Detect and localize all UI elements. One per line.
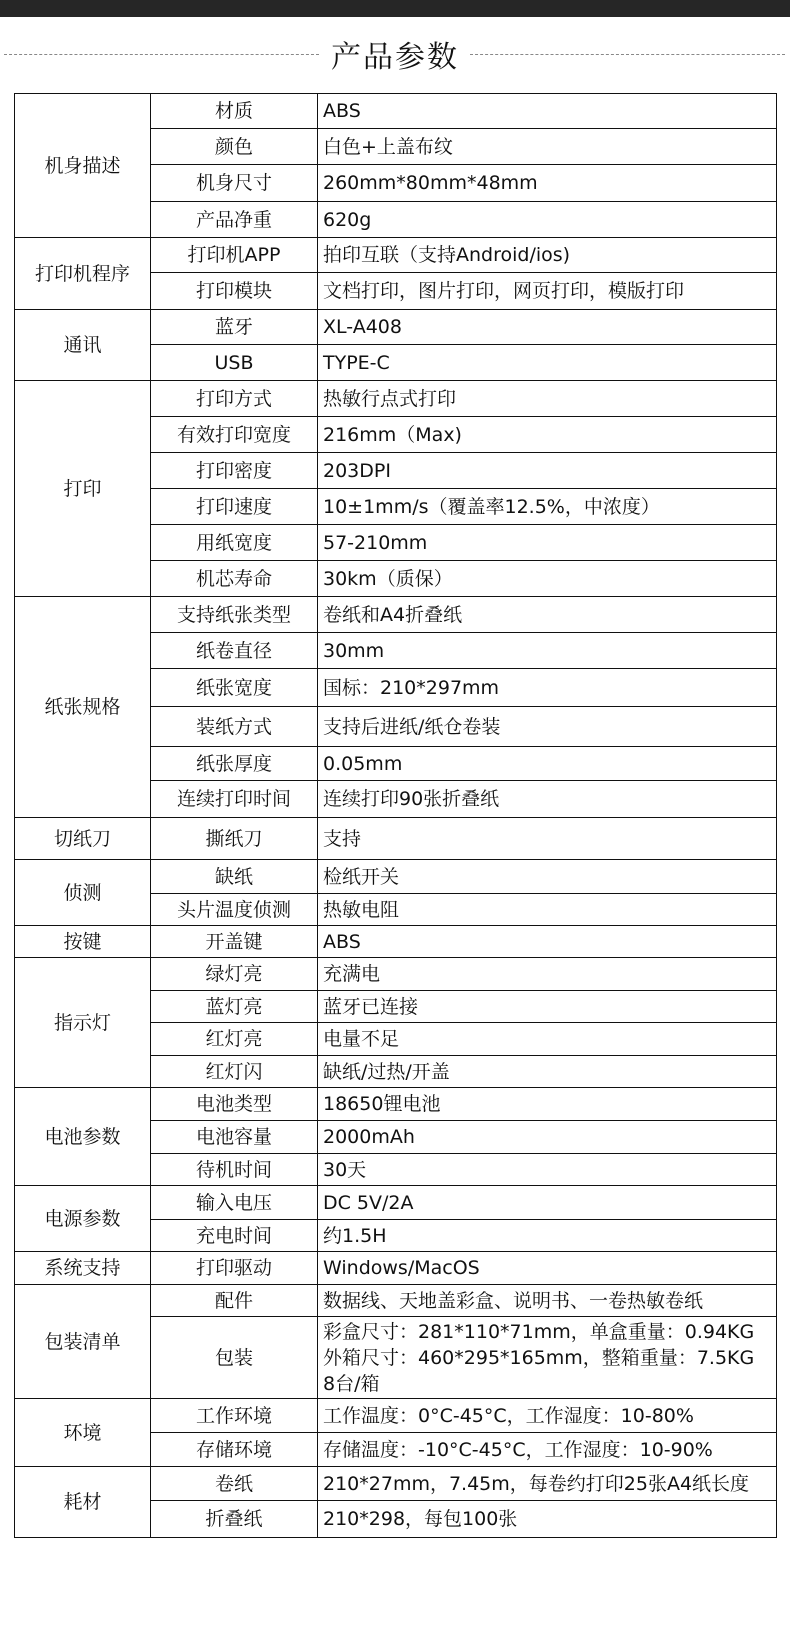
item-cell: 有效打印宽度 — [151, 417, 318, 453]
item-cell: 纸卷直径 — [151, 633, 318, 669]
value-cell: XL-A408 — [318, 310, 777, 345]
category-cell: 侦测 — [15, 860, 151, 926]
value-cell: 210*298，每包100张 — [318, 1501, 777, 1538]
table-row — [15, 94, 777, 129]
value-cell: 国标：210*297mm — [318, 669, 777, 707]
value-cell: 白色+上盖布纹 — [318, 129, 777, 165]
category-cell: 通讯 — [15, 310, 151, 381]
item-cell: 连续打印时间 — [151, 781, 318, 818]
item-cell: 折叠纸 — [151, 1501, 318, 1538]
table-row — [15, 1186, 777, 1220]
item-cell: 待机时间 — [151, 1154, 318, 1186]
page-title: 产品参数 — [331, 40, 459, 75]
item-cell: 输入电压 — [151, 1186, 318, 1220]
table-row — [15, 381, 777, 417]
item-cell: 绿灯亮 — [151, 958, 318, 991]
value-cell: 缺纸/过热/开盖 — [318, 1056, 777, 1088]
item-cell: 打印速度 — [151, 489, 318, 525]
item-cell: 蓝灯亮 — [151, 991, 318, 1023]
value-cell: Windows/MacOS — [318, 1252, 777, 1285]
item-cell: 工作环境 — [151, 1399, 318, 1433]
item-cell: 颜色 — [151, 129, 318, 165]
value-cell: ABS — [318, 94, 777, 129]
category-cell: 电池参数 — [15, 1088, 151, 1186]
item-cell: 打印模块 — [151, 273, 318, 310]
value-cell: 57-210mm — [318, 525, 777, 561]
item-cell: 机芯寿命 — [151, 561, 318, 597]
category-cell: 纸张规格 — [15, 597, 151, 818]
value-cell: 支持 — [318, 818, 777, 860]
value-cell: 热敏电阻 — [318, 894, 777, 926]
title-divider-right — [470, 54, 785, 55]
category-cell: 耗材 — [15, 1467, 151, 1538]
item-cell: 支持纸张类型 — [151, 597, 318, 633]
item-cell: 红灯亮 — [151, 1023, 318, 1056]
value-cell: 卷纸和A4折叠纸 — [318, 597, 777, 633]
value-cell: 260mm*80mm*48mm — [318, 165, 777, 202]
value-cell: TYPE-C — [318, 345, 777, 381]
item-cell: 纸张厚度 — [151, 747, 318, 781]
item-cell: 产品净重 — [151, 202, 318, 238]
value-cell: 0.05mm — [318, 747, 777, 781]
value-cell: 216mm（Max) — [318, 417, 777, 453]
item-cell: 打印密度 — [151, 453, 318, 489]
value-cell: 彩盒尺寸：281*110*71mm，单盒重量：0.94KG 外箱尺寸：460*295*165mm，整箱重量：7.5KG 8台/箱 — [318, 1317, 777, 1399]
category-cell: 打印 — [15, 381, 151, 597]
item-cell: 机身尺寸 — [151, 165, 318, 202]
item-cell: 打印驱动 — [151, 1252, 318, 1285]
value-cell: 电量不足 — [318, 1023, 777, 1056]
category-cell: 电源参数 — [15, 1186, 151, 1252]
value-cell: 18650锂电池 — [318, 1088, 777, 1121]
value-cell: 30天 — [318, 1154, 777, 1186]
category-cell: 指示灯 — [15, 958, 151, 1088]
value-cell: 30km（质保） — [318, 561, 777, 597]
table-row — [15, 1285, 777, 1317]
value-cell: 检纸开关 — [318, 860, 777, 894]
item-cell: 缺纸 — [151, 860, 318, 894]
item-cell: USB — [151, 345, 318, 381]
value-cell: 连续打印90张折叠纸 — [318, 781, 777, 818]
category-cell: 打印机程序 — [15, 238, 151, 310]
category-cell: 包装清单 — [15, 1285, 151, 1399]
value-cell: 203DPI — [318, 453, 777, 489]
item-cell: 开盖键 — [151, 926, 318, 958]
item-cell: 电池容量 — [151, 1121, 318, 1154]
item-cell: 打印机APP — [151, 238, 318, 273]
value-cell: 10±1mm/s（覆盖率12.5%，中浓度） — [318, 489, 777, 525]
value-cell: 数据线、天地盖彩盒、说明书、一卷热敏卷纸 — [318, 1285, 777, 1317]
value-cell: DC 5V/2A — [318, 1186, 777, 1220]
table-row — [15, 1399, 777, 1433]
category-cell: 切纸刀 — [15, 818, 151, 860]
item-cell: 撕纸刀 — [151, 818, 318, 860]
value-cell: 拍印互联（支持Android/ios) — [318, 238, 777, 273]
value-cell: 充满电 — [318, 958, 777, 991]
table-row — [15, 860, 777, 894]
value-cell: 蓝牙已连接 — [318, 991, 777, 1023]
item-cell: 纸张宽度 — [151, 669, 318, 707]
item-cell: 卷纸 — [151, 1467, 318, 1501]
item-cell: 存储环境 — [151, 1433, 318, 1467]
item-cell: 材质 — [151, 94, 318, 129]
value-cell: 存储温度：-10°C-45°C，工作湿度：10-90% — [318, 1433, 777, 1467]
spec-table — [14, 93, 777, 1538]
value-cell: 热敏行点式打印 — [318, 381, 777, 417]
value-cell: 支持后进纸/纸仓卷装 — [318, 707, 777, 747]
value-cell: 620g — [318, 202, 777, 238]
value-cell: 工作温度：0°C-45°C，工作湿度：10-80% — [318, 1399, 777, 1433]
item-cell: 红灯闪 — [151, 1056, 318, 1088]
table-row — [15, 238, 777, 273]
category-cell: 按键 — [15, 926, 151, 958]
value-cell: 210*27mm，7.45m，每卷约打印25张A4纸长度 — [318, 1467, 777, 1501]
table-row — [15, 597, 777, 633]
title-row — [0, 24, 790, 84]
table-row — [15, 1088, 777, 1121]
table-row — [15, 310, 777, 345]
item-cell: 充电时间 — [151, 1220, 318, 1252]
item-cell: 配件 — [151, 1285, 318, 1317]
table-row — [15, 926, 777, 958]
category-cell: 机身描述 — [15, 94, 151, 238]
value-cell: 约1.5H — [318, 1220, 777, 1252]
table-row — [15, 958, 777, 991]
value-cell: 30mm — [318, 633, 777, 669]
item-cell: 用纸宽度 — [151, 525, 318, 561]
table-row — [15, 1252, 777, 1285]
category-cell: 环境 — [15, 1399, 151, 1467]
value-cell: 文档打印，图片打印，网页打印，模版打印 — [318, 273, 777, 310]
value-cell: 2000mAh — [318, 1121, 777, 1154]
category-cell: 系统支持 — [15, 1252, 151, 1285]
item-cell: 打印方式 — [151, 381, 318, 417]
item-cell: 头片温度侦测 — [151, 894, 318, 926]
item-cell: 蓝牙 — [151, 310, 318, 345]
top-bar — [0, 0, 790, 17]
value-cell: ABS — [318, 926, 777, 958]
table-row — [15, 1467, 777, 1501]
item-cell: 包装 — [151, 1317, 318, 1399]
item-cell: 电池类型 — [151, 1088, 318, 1121]
item-cell: 装纸方式 — [151, 707, 318, 747]
table-row — [15, 818, 777, 860]
